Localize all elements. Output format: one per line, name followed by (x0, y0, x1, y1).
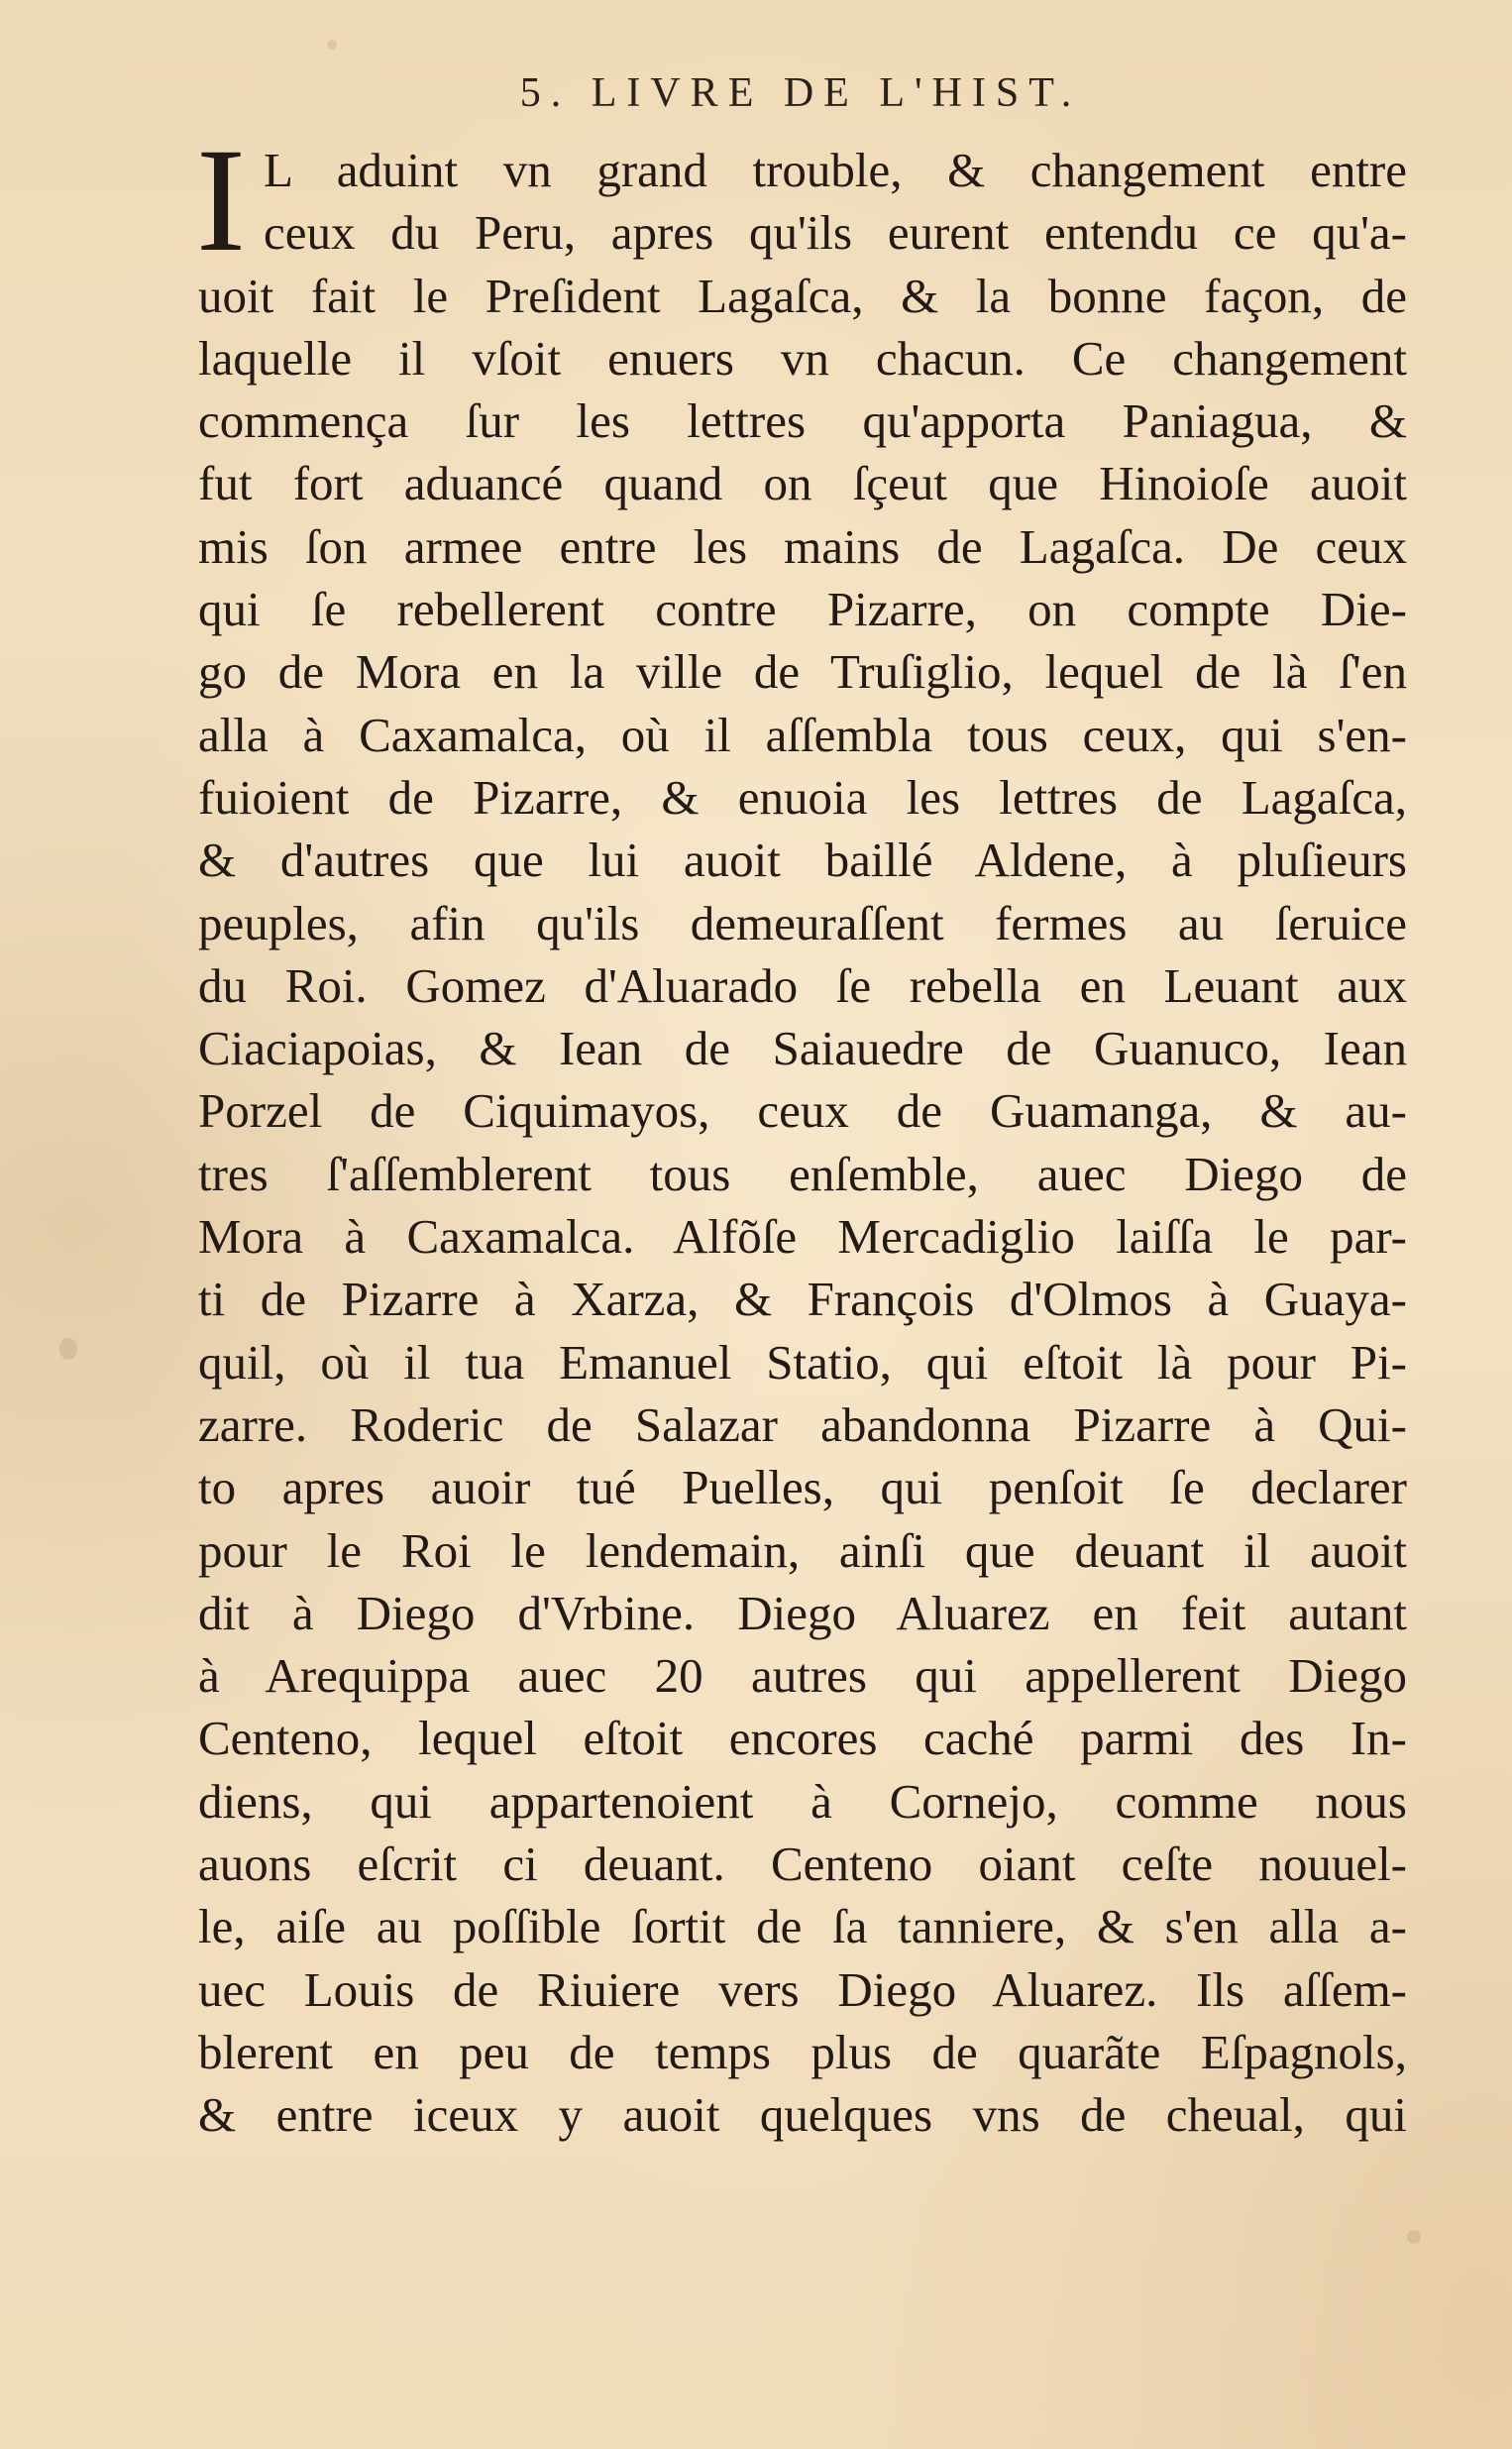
text-line: tres ſ'aſſemblerent tous enſemble, auec Diego de (198, 1146, 1407, 1201)
text-line: du Roi. Gomez d'Aluarado ſe rebella en Leuant aux (198, 957, 1407, 1013)
drop-cap: I (196, 118, 246, 282)
paper-stain (59, 1338, 77, 1360)
text-line: & d'autres que lui auoit baillé Aldene, à pluſieurs (198, 833, 1407, 888)
text-line: Centeno, lequel eſtoit encores caché parmi des In- (198, 1711, 1407, 1766)
text-line: alla à Caxamalca, où il aſſembla tous ceux, qui s'en- (198, 707, 1407, 762)
text-line: à Arequippa auec 20 autres qui appellerent Diego (198, 1648, 1407, 1704)
text-line: fuioient de Pizarre, & enuoia les lettres de Lagaſca, (198, 769, 1407, 825)
text-line: to apres auoir tué Puelles, qui penſoit ſe declarer (198, 1460, 1407, 1515)
text-line: Ciaciapoias, & Iean de Saiauedre de Guanuco, Iean (198, 1021, 1407, 1076)
text-line: uoit fait le Preſident Lagaſca, & la bonne façon, de (198, 268, 1407, 323)
body-text (196, 118, 1407, 2147)
text-line: pour le Roi le lendemain, ainſi que deuant il auoit (198, 1522, 1407, 1578)
running-head: 5. LIVRE DE L'HIST. (519, 70, 1082, 116)
text-line: uec Louis de Riuiere vers Diego Aluarez. Ils aſſem- (198, 1961, 1407, 2017)
text-line: le, aiſe au poſſible ſortit de ſa tanniere, & s'en alla a- (198, 1899, 1407, 1954)
paper-stain (327, 40, 337, 50)
text-line: L aduint vn grand trouble, & changement entre (264, 143, 1407, 197)
text-line: ceux du Peru, apres qu'ils eurent entendu ce qu'a- (264, 205, 1407, 261)
text-line: Porzel de Ciquimayos, ceux de Guamanga, & au- (198, 1083, 1407, 1139)
text-line: mis ſon armee entre les mains de Lagaſca. De ceux (198, 518, 1407, 574)
text-line: go de Mora en la ville de Truſiglio, lequel de là ſ'en (198, 644, 1407, 700)
text-line: commença ſur les lettres qu'apporta Paniagua, & (198, 393, 1407, 449)
text-line: peuples, afin qu'ils demeuraſſent fermes au ſeruice (198, 895, 1407, 950)
text-line: fut fort aduancé quand on ſçeut que Hinoioſe auoit (198, 456, 1407, 511)
text-line: & entre iceux y auoit quelques vns de cheual, qui (198, 2087, 1407, 2143)
text-line: Mora à Caxamalca. Alfõſe Mercadiglio laiſſa le par- (198, 1209, 1407, 1265)
text-line: quil, où il tua Emanuel Statio, qui eſtoit là pour Pi- (198, 1334, 1407, 1390)
text-line: auons eſcrit ci deuant. Centeno oiant ceſte nouuel- (198, 1837, 1407, 1892)
text-line: dit à Diego d'Vrbine. Diego Aluarez en feit autant (198, 1585, 1407, 1640)
paper-stain (1407, 2230, 1421, 2244)
text-line: ti de Pizarre à Xarza, & François d'Olmos à Guaya- (198, 1272, 1407, 1327)
text-line: qui ſe rebellerent contre Pizarre, on compte Die- (198, 582, 1407, 637)
text-line: diens, qui appartenoient à Cornejo, comme nous (198, 1773, 1407, 1829)
text-line: zarre. Roderic de Salazar abandonna Pizarre à Qui- (198, 1396, 1407, 1452)
text-line: blerent en peu de temps plus de quarãte Eſpagnols, (198, 2024, 1407, 2079)
text-line: laquelle il vſoit enuers vn chacun. Ce changement (198, 330, 1407, 386)
